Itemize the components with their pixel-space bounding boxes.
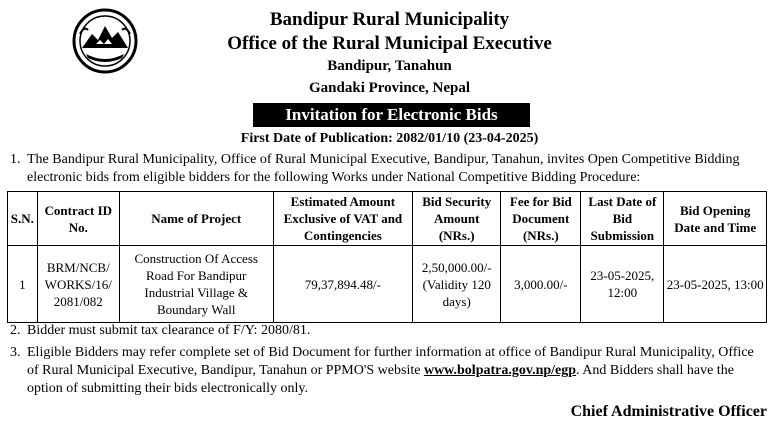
paragraph-1 xyxy=(10,151,768,187)
column-header: S.N. xyxy=(8,192,38,246)
paragraph-text: The Bandipur Rural Municipality, Office of Rural Municipal Executive, Bandipur, Tanahun, invites Open Competitive Bidding electronic bids from eligible bidders for the following Works under National Competitive Bidding Procedure: xyxy=(27,152,740,185)
bids-table xyxy=(7,191,767,323)
paragraph-text xyxy=(27,344,768,398)
table-cell: 3,000.00/- xyxy=(501,246,581,323)
office-name: Office of the Rural Municipal Executive xyxy=(227,33,552,54)
column-header: Fee for Bid Document (NRs.) xyxy=(501,192,581,246)
publication-date: First Date of Publication: 2082/01/10 (23-04-2025) xyxy=(240,131,539,146)
table-cell: BRM/NCB/ WORKS/16/ 2081/082 xyxy=(37,246,119,323)
table-cell: 23-05-2025, 12:00 xyxy=(581,246,664,323)
column-header: Last Date of Bid Submission xyxy=(581,192,664,246)
table-header-row xyxy=(8,192,767,246)
table-row xyxy=(8,246,767,323)
paragraph-number: 1. xyxy=(10,152,21,167)
org-name: Bandipur Rural Municipality xyxy=(269,9,510,30)
paragraph-text-start: Eligible Bidders may refer complete set of Bid Document for further information at office of Bandipur Rural Municipality, Office of Rural Municipal Executive, Bandipur, Tanahun or PPMO'S website xyxy=(27,345,754,378)
paragraph-text: Bidder must submit tax clearance of F/Y: 2080/81. xyxy=(27,323,311,338)
table-cell: 1 xyxy=(8,246,38,323)
table-cell: 23-05-2025, 13:00 xyxy=(664,246,767,323)
office-province: Gandaki Province, Nepal xyxy=(309,80,470,96)
table-cell: Construction Of Access Road For Bandipur Industrial Village & Boundary Wall xyxy=(119,246,273,323)
table-cell: 2,50,000.00/- (Validity 120 days) xyxy=(413,246,501,323)
paragraph-number: 2. xyxy=(10,323,21,338)
notice-title: Invitation for Electronic Bids xyxy=(253,103,530,127)
paragraph-2 xyxy=(10,322,768,340)
column-header: Contract ID No. xyxy=(37,192,119,246)
column-header: Name of Project xyxy=(119,192,273,246)
paragraph-number: 3. xyxy=(10,345,21,360)
column-header: Bid Security Amount (NRs.) xyxy=(413,192,501,246)
ppmo-website-link[interactable]: www.bolpatra.gov.np/egp xyxy=(423,363,577,378)
column-header: Estimated Amount Exclusive of VAT and Contingencies xyxy=(273,192,412,246)
office-address: Bandipur, Tanahun xyxy=(327,58,452,74)
table-cell: 79,37,894.48/- xyxy=(273,246,412,323)
paragraph-text-end: . And Bidders shall have the option of submitting their bids electronically only. xyxy=(27,363,734,396)
column-header: Bid Opening Date and Time xyxy=(664,192,767,246)
signature-title: Chief Administrative Officer xyxy=(570,403,767,420)
paragraph-3 xyxy=(10,344,768,398)
